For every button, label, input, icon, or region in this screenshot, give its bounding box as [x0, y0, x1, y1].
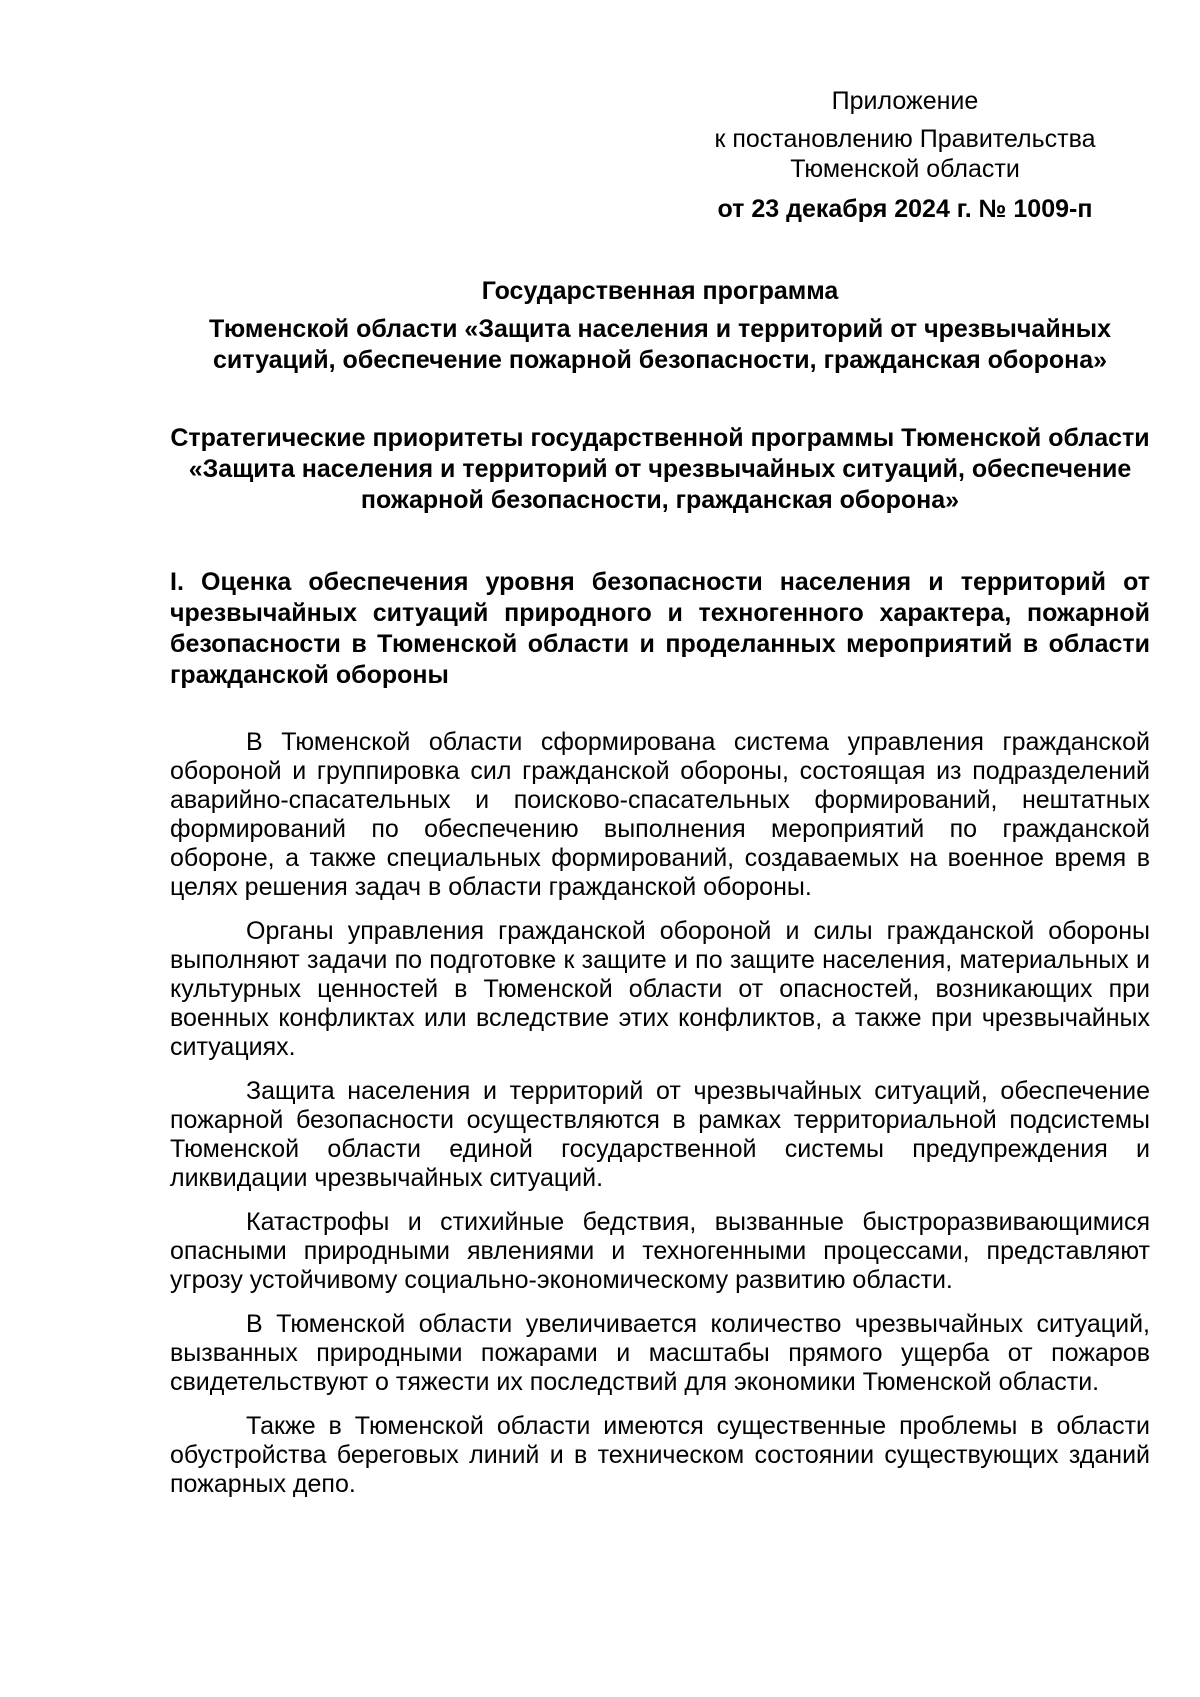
paragraph: Защита населения и территорий от чрезвычайных ситуаций, обеспечение пожарной безопасности осуществляются в рамках территориальной подсистемы Тюменской области единой государственной системы предупреждения и ликвидации чрезвычайных ситуаций. — [170, 1077, 1150, 1192]
paragraph: Органы управления гражданской обороной и силы гражданской обороны выполняют задачи по подготовке к защите и по защите населения, материальных и культурных ценностей в Тюменской области от опасностей, возникающих при военных конфликтах или вследствие этих конфликтов, а также при чрезвычайных ситуациях. — [170, 917, 1150, 1061]
section-title: I. Оценка обеспечения уровня безопасности населения и территорий от чрезвычайных ситуаций природного и техногенного характера, пожарной безопасности в Тюменской области и проделанных мероприятий в области гражданской обороны — [170, 568, 1150, 689]
program-label: Государственная программа — [481, 277, 839, 305]
decree-reference-line-1: к постановлению Правительства — [714, 125, 1096, 153]
appendix-header — [690, 86, 1120, 224]
program-name: Тюменской области «Защита населения и территорий от чрезвычайных ситуаций, обеспечение пожарной безопасности, гражданская оборона» — [208, 315, 1112, 374]
decree-number: от 23 декабря 2024 г. № 1009-п — [717, 195, 1093, 223]
body-text — [170, 728, 1150, 1514]
paragraph: В Тюменской области увеличивается количество чрезвычайных ситуаций, вызванных природными пожарами и масштабы прямого ущерба от пожаров свидетельствуют о тяжести их последствий для экономики Тюменской области. — [170, 1310, 1150, 1396]
priorities-title: Стратегические приоритеты государственной программы Тюменской области «Защита населения и территорий от чрезвычайных ситуаций, обеспечение пожарной безопасности, гражданская оборона» — [170, 424, 1150, 514]
paragraph: Также в Тюменской области имеются существенные проблемы в области обустройства береговых линий и в техническом состоянии существующих зданий пожарных депо. — [170, 1412, 1150, 1498]
paragraph: В Тюменской области сформирована система управления гражданской обороной и группировка сил гражданской обороны, состоящая из подразделений аварийно-спасательных и поисково-спасательных формирований, нештатных формирований по обеспечению выполнения мероприятий по гражданской обороне, а также специальных формирований, создаваемых на военное время в целях решения задач в области гражданской обороны. — [170, 728, 1150, 901]
paragraph: Катастрофы и стихийные бедствия, вызванные быстроразвивающимися опасными природными явлениями и техногенными процессами, представляют угрозу устойчивому социально-экономическому развитию области. — [170, 1208, 1150, 1294]
decree-reference-line-2: Тюменской области — [790, 155, 1020, 183]
appendix-title: Приложение — [831, 87, 979, 115]
